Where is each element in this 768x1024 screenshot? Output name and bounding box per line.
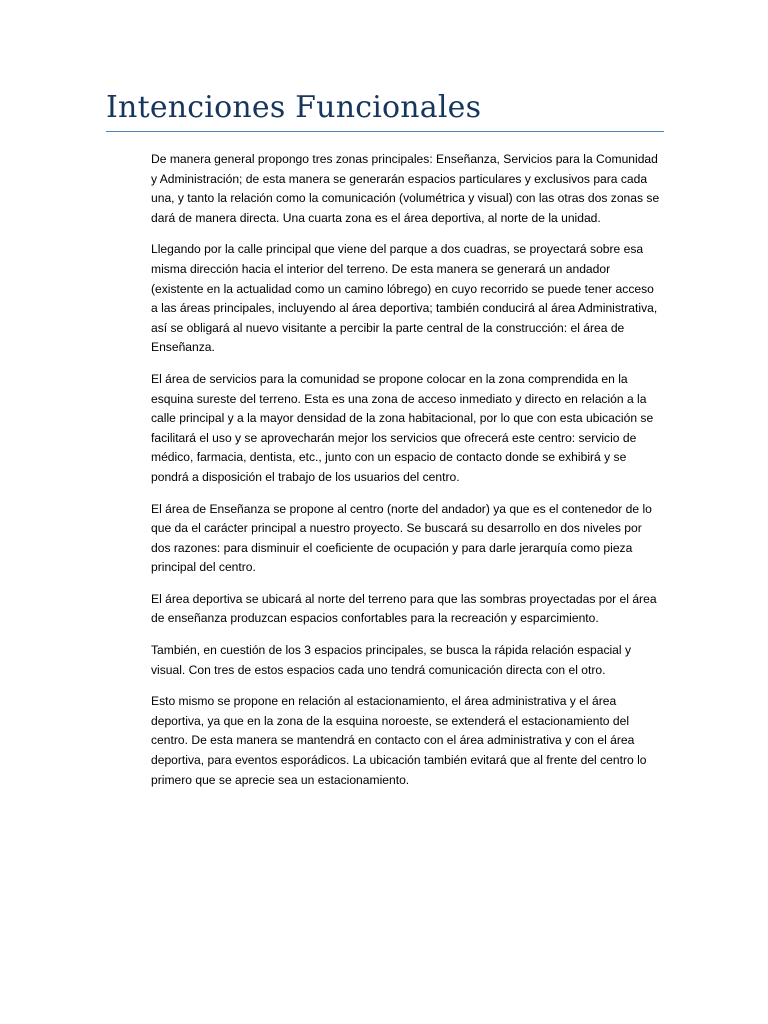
paragraph-area-deportiva: El área deportiva se ubicará al norte del terreno para que las sombras proyectadas por el área de enseñanza produzcan espacios confortables para la recreación y esparcimiento.: [151, 591, 657, 626]
paragraph-estacionamiento: Esto mismo se propone en relación al estacionamiento, el área administrativa y el área deportiva, ya que en la zona de la esquina noroeste, se extenderá el estacionamiento del centro. De esta manera se mantendrá en contacto con el área administrativa y con el área deportiva, para eventos esporádicos. La ubicación también evitará que al frente del centro lo primero que se aprecie sea un estacionamiento.: [151, 694, 647, 787]
paragraph-area-ensenanza: El área de Enseñanza se propone al centro (norte del andador) ya que es el contenedor de lo que da el carácter principal a nuestro proyecto. Se buscará su desarrollo en dos niveles por dos razones: para disminuir el coeficiente de ocupación y para darle jerarquía como pieza principal del centro.: [151, 501, 652, 575]
page-title: Intenciones Funcionales: [106, 90, 482, 125]
paragraph-servicios-comunidad: El área de servicios para la comunidad se propone colocar en la zona comprendida en la esquina sureste del terreno. Esta es una zona de acceso inmediato y directo en relación a la calle principal y a la mayor densidad de la zona habitacional, por lo que con esta ubicación se facilitará el uso y se aprovecharán mejor los servicios que ofrecerá este centro: servicio de médico, farmacia, dentista, etc., junto con un espacio de contacto donde se exhibirá y se pondrá a disposición el trabajo de los usuarios del centro.: [151, 371, 654, 484]
paragraph-zonas-principales: De manera general propongo tres zonas principales: Enseñanza, Servicios para la Comunidad y Administración; de esta manera se generarán espacios particulares y exclusivos para cada una, y tanto la relación como la comunicación (volumétrica y visual) con las otras dos zonas se dará de manera directa. Una cuarta zona es el área deportiva, al norte de la unidad.: [151, 152, 660, 225]
document-body: [151, 150, 663, 802]
paragraph-relacion-espacial: También, en cuestión de los 3 espacios principales, se busca la rápida relación espacial y visual. Con tres de estos espacios cada uno tendrá comunicación directa con el otro.: [151, 643, 631, 677]
paragraph-calle-principal: Llegando por la calle principal que viene del parque a dos cuadras, se proyectará sobre esa misma dirección hacia el interior del terreno. De esta manera se generará un andador (existente en la actualidad como un camino lóbrego) en cuyo recorrido se puede tener acceso a las áreas principales, incluyendo al área deportiva; también conducirá al área Administrativa, así se obligará al nuevo visitante a percibir la parte central de la construcción: el área de Enseñanza.: [151, 242, 658, 355]
title-underline: [106, 131, 664, 132]
